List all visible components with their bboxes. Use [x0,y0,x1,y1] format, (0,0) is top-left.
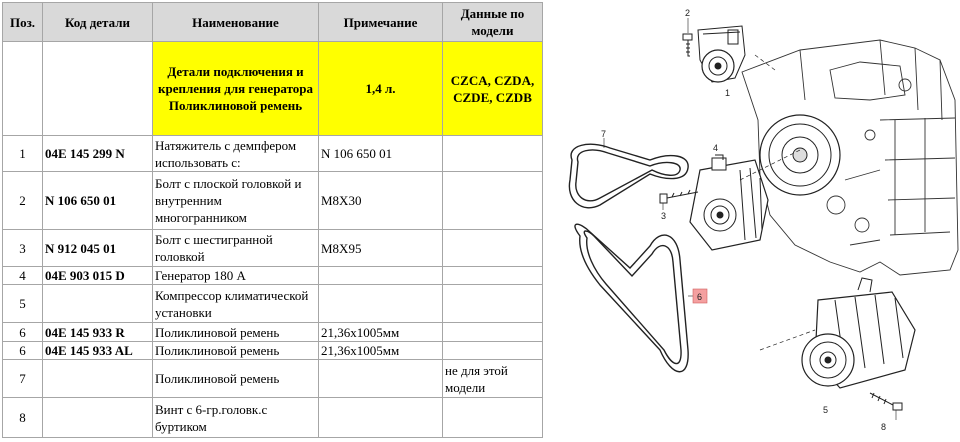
row-note: 21,36x1005мм [319,323,443,342]
row-model [443,323,543,342]
tensioner [698,26,745,82]
row-note [319,285,443,323]
header-code: Код детали [43,3,153,42]
row-pos: 3 [3,230,43,267]
header-name: Наименование [153,3,319,42]
crank-pulley [760,115,840,195]
row-code: N 912 045 01 [43,230,153,267]
bolt-8 [870,393,902,420]
row-note: 21,36x1005мм [319,342,443,360]
row-pos: 1 [3,136,43,172]
row-model [443,398,543,438]
row-code: 04E 903 015 D [43,267,153,285]
table-row [3,360,543,398]
row-code: 04E 145 299 N [43,136,153,172]
callout-2: 2 [685,8,691,18]
callout-1: 1 [725,88,731,98]
row-model [443,342,543,360]
row-code: 04E 145 933 R [43,323,153,342]
row-pos: 6 [3,342,43,360]
row-note [319,360,443,398]
table-row [3,342,543,360]
callout-4: 4 [713,143,719,153]
table-row [3,285,543,323]
row-note [319,267,443,285]
parts-diagram [556,0,960,437]
table-row [3,136,543,172]
callout-6-highlight [693,289,707,303]
row-model [443,267,543,285]
row-note [319,398,443,438]
ac-compressor [802,278,915,388]
row-pos: 2 [3,172,43,230]
row-model [443,172,543,230]
table-row [3,267,543,285]
section-engine-codes: CZCA, CZDA, CZDE, CZDB [443,42,543,136]
section-engine: 1,4 л. [319,42,443,136]
belt-6 [575,224,694,372]
parts-table [2,2,543,438]
section-title: Детали подключения и крепления для генератора Поликлиновой ремень [153,42,319,136]
row-name: Поликлиновой ремень [153,323,319,342]
row-name: Компрессор климатической установки [153,285,319,323]
row-name: Болт с плоской головкой и внутренним многогранником [153,172,319,230]
bolt-2 [683,18,692,56]
row-name: Поликлиновой ремень [153,342,319,360]
row-model [443,230,543,267]
table-row [3,398,543,438]
row-code [43,360,153,398]
table-header-row [3,3,543,42]
row-name: Болт с шестигранной головкой [153,230,319,267]
row-code: N 106 650 01 [43,172,153,230]
header-note: Примечание [319,3,443,42]
row-note: N 106 650 01 [319,136,443,172]
table-row [3,323,543,342]
callout-7: 7 [601,129,607,139]
row-code [43,398,153,438]
section-row [3,42,543,136]
row-pos: 7 [3,360,43,398]
callout-3: 3 [661,211,667,221]
row-model [443,136,543,172]
table-row [3,172,543,230]
header-model: Данные по модели [443,3,543,42]
row-pos: 6 [3,323,43,342]
row-name: Винт с 6-гр.головк.с буртиком [153,398,319,438]
row-pos: 4 [3,267,43,285]
row-pos: 8 [3,398,43,438]
row-name: Поликлиновой ремень [153,360,319,398]
row-note: M8X95 [319,230,443,267]
row-pos: 5 [3,285,43,323]
generator [690,155,768,250]
callout-5: 5 [823,405,829,415]
row-note: M8X30 [319,172,443,230]
callout-8: 8 [881,422,887,432]
row-model: не для этой модели [443,360,543,398]
row-name: Натяжитель с демпфером использовать с: [153,136,319,172]
header-pos: Поз. [3,3,43,42]
row-model [443,285,543,323]
row-name: Генератор 180 A [153,267,319,285]
callout-6: 6 [697,292,703,302]
row-code: 04E 145 933 AL [43,342,153,360]
row-code [43,285,153,323]
table-row [3,230,543,267]
